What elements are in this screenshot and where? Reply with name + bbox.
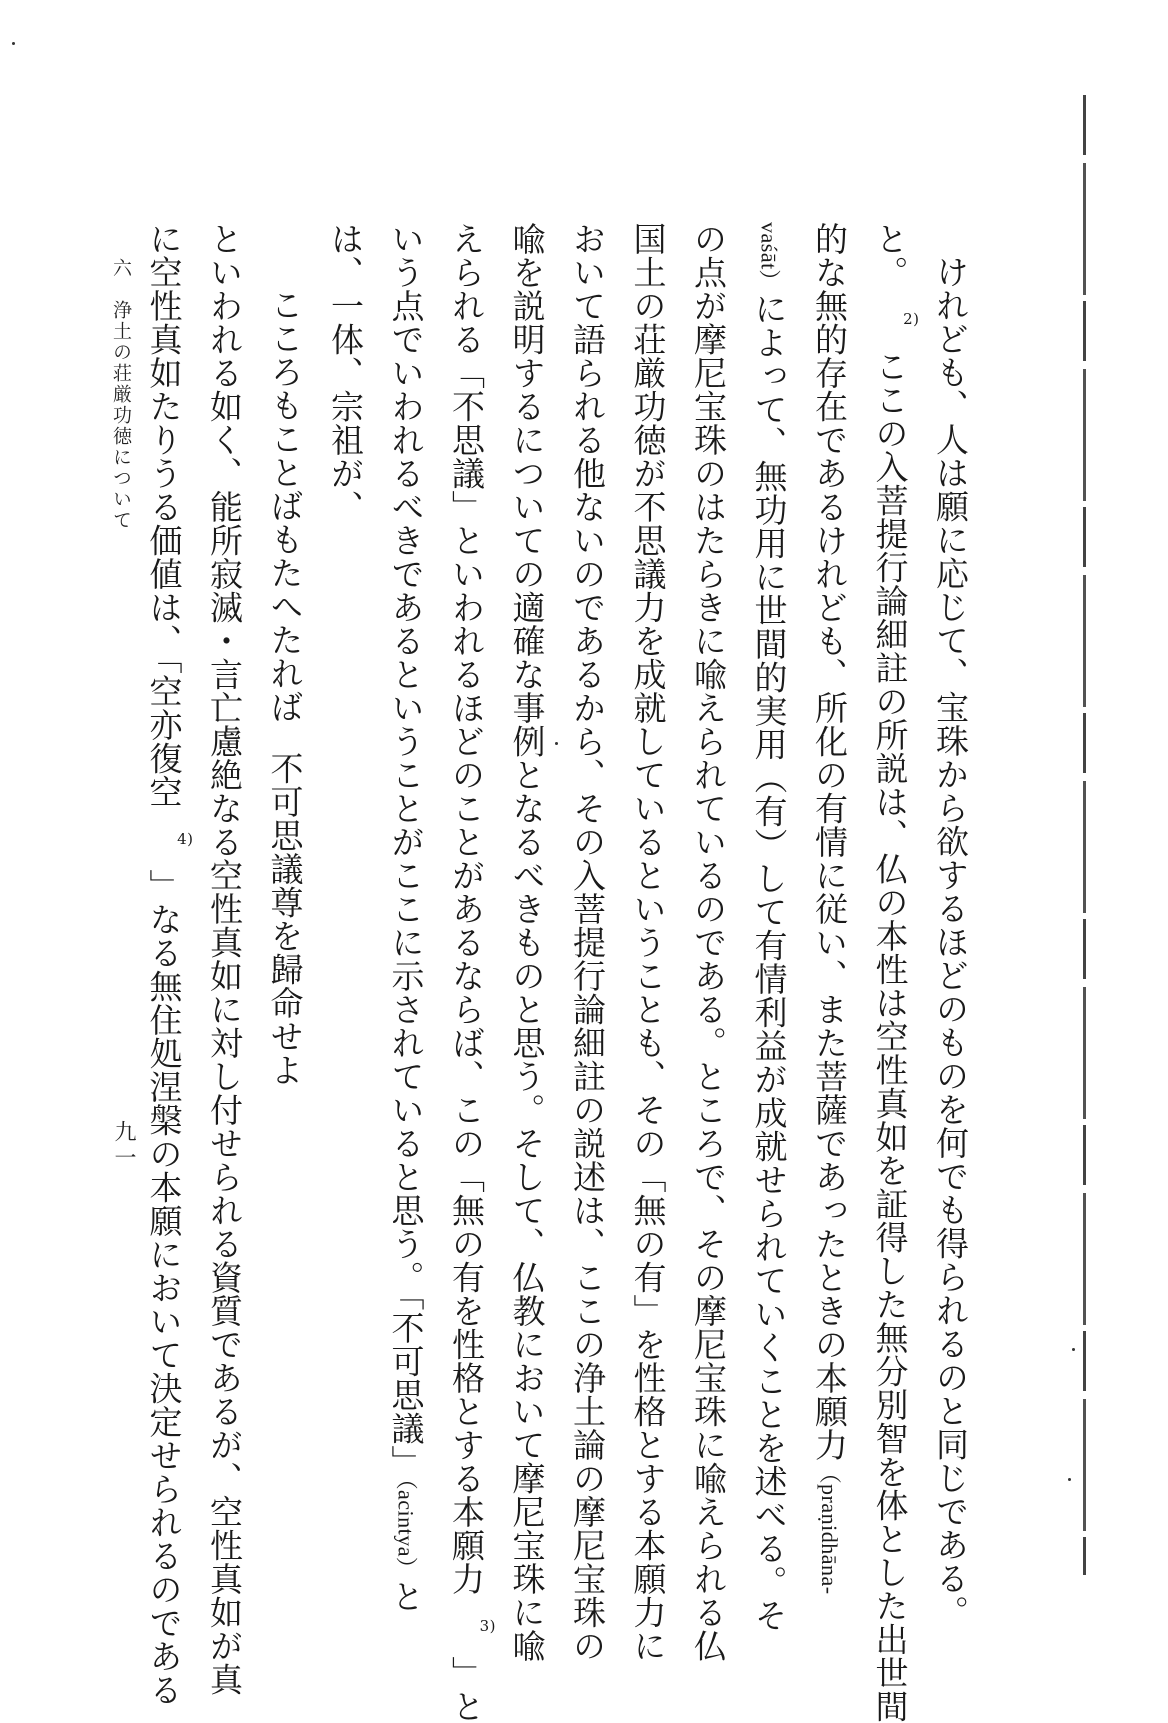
text-line: と。2)ここの入菩提行論細註の所説は、仏の本性は空性真如を証得した無分別智を体とした出世間 [870,222,920,1723]
text-line: えられる「不思議」といわれるほどのことがあるならば、この「無の有を性格とする本願力3)」と [447,222,496,1723]
scan-speck [12,42,15,45]
text-line: おいて語られる他ないのであるから、その入菩提行論細註の説述は、ここの浄土論の摩尼宝珠の [568,222,607,1663]
text-line: いう点でいわれるべきであるということがここに示されていると思う。「不可思議」（acintya）と [386,222,426,1614]
page-number: 九一 [111,1120,136,1172]
text-line: といわれる如く、能所寂滅・言亡慮絶なる空性真如に対し付せられる資質であるが、空性真如が真 [205,222,244,1696]
scan-edge-artifact [1083,95,1086,1575]
latin-term: （praṇidhāna- [817,1461,842,1595]
running-head: 六 浄土の荘厳功徳について [110,258,132,531]
main-text-body [133,222,980,1723]
text-line: 国土の荘厳功徳が不思議力を成就しているということも、その「無の有」を性格とする本願力に [628,222,668,1663]
verse-line: こころもことばもたへたれば不可思議尊を歸命せよ [265,288,305,1087]
text-line: 喩を説明するについての適確な事例となるべきものと思う。そして、仏教において摩尼宝珠に喩 [507,222,547,1663]
footnote-ref[interactable]: 4) [177,829,194,848]
footnote-ref[interactable]: 3) [479,1616,496,1635]
scan-speck [1072,1348,1075,1351]
text-line: の点が摩尼宝珠のはたらきに喩えられているのである。ところで、その摩尼宝珠に喩えられる仏 [689,222,728,1663]
latin-term: vaśāt） [756,222,782,293]
latin-term: （acintya） [393,1478,419,1580]
text-line: vaśāt）によって、無功用に世間的実用（有）して有情利益が成就せられていくことを述べる。そ [749,222,789,1633]
footnote-ref[interactable]: 2) [903,310,920,328]
text-line: けれども、人は願に応じて、宝珠から欲するほどのものを何でも得られるのと同じである。 [931,255,970,1629]
text-line: に空性真如たりうる価値は、「空亦復空4)」なる無住処涅槃の本願において決定せられるのである [144,222,194,1707]
scan-speck [555,742,558,745]
scan-speck [1068,1478,1071,1481]
text-line: は、一体、宗祖が、 [326,222,365,524]
text-line: 的な無的存在であるけれども、所化の有情に従い、また菩薩であったときの本願力（praṇidhāna- [810,222,849,1595]
